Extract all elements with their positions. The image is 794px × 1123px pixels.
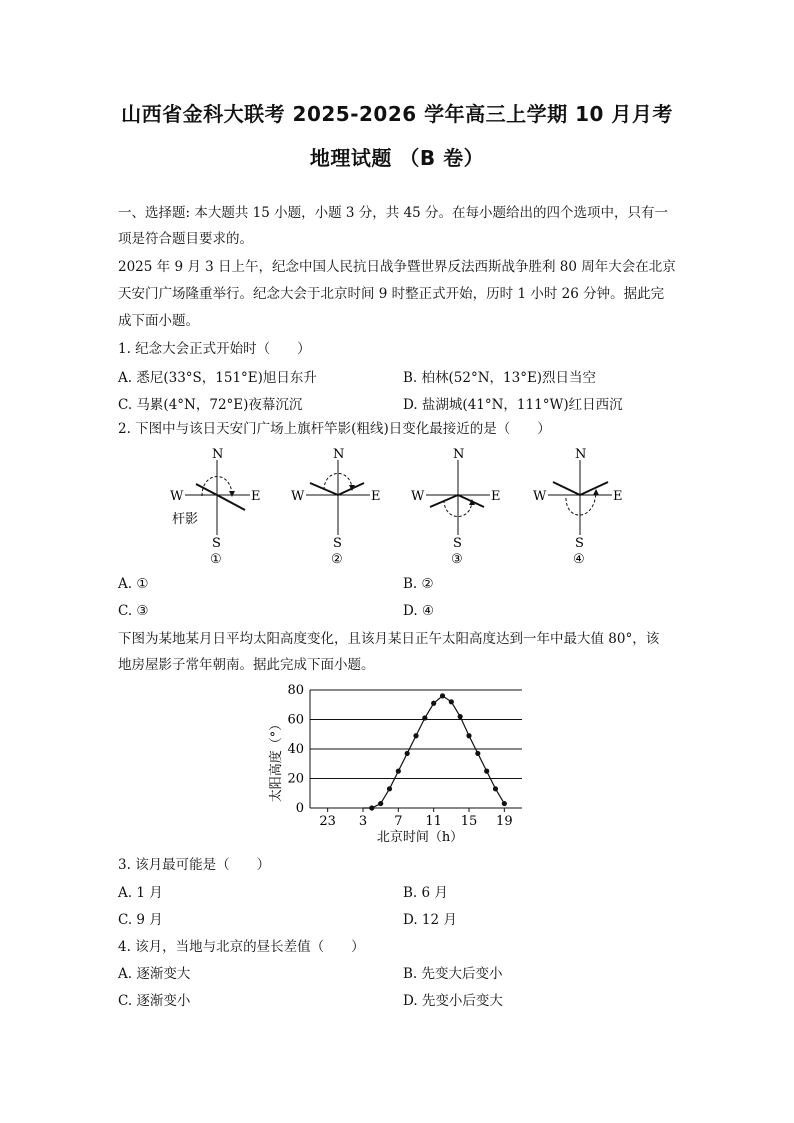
q3-stem: 3. 该月最可能是（ ）	[118, 857, 271, 873]
east-label: E	[491, 489, 501, 504]
y-axis-label: 太阳高度（°）	[269, 717, 284, 803]
q3-option-b[interactable]: B. 6 月	[403, 885, 448, 901]
data-point	[475, 751, 480, 756]
q1-option-b[interactable]: B. 柏林(52°N，13°E)烈日当空	[403, 370, 597, 386]
x-tick-label: 11	[425, 814, 442, 829]
west-label: W	[170, 489, 184, 504]
material1-line-2: 天安门广场隆重举行。纪念大会于北京时间 9 时整正式开始，历时 1 小时 26 分钟。据此完	[118, 286, 665, 302]
section-intro-line-2: 项是符合题目要求的。	[118, 231, 253, 247]
figure-label: ④	[573, 552, 585, 567]
material2-line-1: 下图为某地某月日平均太阳高度变化，且该月某日正午太阳高度达到一年中最大值 80°，该	[118, 631, 660, 647]
compass-figure-2	[291, 447, 381, 567]
material1-line-1: 2025 年 9 月 3 日上午，纪念中国人民抗日战争暨世界反法西斯战争胜利 80 周年大会在北京	[118, 259, 676, 275]
material1-line-3: 成下面小题。	[118, 313, 199, 329]
figure-label: ③	[451, 552, 463, 567]
north-label: N	[453, 447, 465, 462]
x-tick-label: 19	[496, 814, 513, 829]
south-label: S	[212, 536, 221, 551]
data-point	[378, 801, 383, 806]
material2-line-2: 地房屋影子常年朝南。据此完成下面小题。	[118, 657, 375, 673]
q4-stem: 4. 该月，当地与北京的昼长差值（ ）	[118, 939, 365, 955]
q1-stem: 1. 纪念大会正式开始时（ ）	[118, 341, 311, 357]
data-point	[458, 714, 463, 719]
q4-option-d[interactable]: D. 先变小后变大	[403, 993, 503, 1009]
data-point	[369, 805, 374, 810]
north-label: N	[575, 447, 587, 462]
data-point	[466, 733, 471, 738]
compass-figure-3	[411, 447, 501, 567]
data-point	[422, 715, 427, 720]
y-tick-label: 80	[287, 683, 304, 698]
data-point	[387, 786, 392, 791]
compass-figure-1	[170, 447, 261, 567]
west-label: W	[411, 489, 425, 504]
q1-option-c[interactable]: C. 马累(4°N，72°E)夜幕沉沉	[118, 397, 303, 413]
compass-figure-4	[533, 447, 623, 567]
x-tick-label: 3	[358, 814, 368, 829]
figure-label: ①	[210, 552, 222, 567]
figure-label: ②	[331, 552, 343, 567]
q2-option-d[interactable]: D. ④	[403, 603, 435, 619]
data-point	[413, 733, 418, 738]
q2-option-c[interactable]: C. ③	[118, 603, 149, 619]
data-point	[405, 751, 410, 756]
y-tick-label: 60	[287, 712, 304, 728]
data-point	[449, 699, 454, 704]
data-point	[431, 701, 436, 706]
south-label: S	[333, 536, 342, 551]
y-tick-label: 20	[287, 771, 304, 787]
east-label: E	[371, 489, 381, 504]
data-point	[484, 769, 489, 774]
solar-altitude-chart	[260, 680, 540, 850]
data-point	[502, 801, 507, 806]
x-tick-label: 23	[319, 814, 336, 829]
shadow-compass-figures	[160, 440, 680, 570]
x-axis-label: 北京时间（h）	[376, 830, 464, 845]
west-label: W	[291, 489, 305, 504]
q1-option-d[interactable]: D. 盐湖城(41°N，111°W)红日西沉	[403, 397, 623, 413]
east-label: E	[251, 489, 261, 504]
q4-option-b[interactable]: B. 先变大后变小	[403, 966, 503, 982]
page-subtitle: 地理试题 （B 卷）	[309, 146, 485, 170]
section-intro-line-1: 一、选择题: 本大题共 15 小题，小题 3 分，共 45 分。在每小题给出的四个选项中，只有一	[118, 205, 669, 221]
q3-option-c[interactable]: C. 9 月	[118, 912, 163, 928]
shadow-label: 杆影	[172, 512, 199, 527]
q3-option-a[interactable]: A. 1 月	[118, 885, 163, 901]
west-label: W	[533, 489, 547, 504]
south-label: S	[453, 536, 462, 551]
data-point	[440, 693, 445, 698]
q2-option-b[interactable]: B. ②	[403, 576, 434, 592]
q4-option-c[interactable]: C. 逐渐变小	[118, 993, 191, 1009]
q2-option-a[interactable]: A. ①	[118, 576, 149, 592]
q4-option-a[interactable]: A. 逐渐变大	[118, 966, 191, 982]
east-label: E	[613, 489, 623, 504]
q2-stem: 2. 下图中与该日天安门广场上旗杆竿影(粗线)日变化最接近的是（ ）	[118, 421, 551, 437]
south-label: S	[575, 536, 584, 551]
x-tick-label: 7	[394, 814, 403, 829]
data-point	[396, 769, 401, 774]
series-line	[363, 696, 504, 808]
x-tick-label: 15	[460, 814, 478, 829]
q3-option-d[interactable]: D. 12 月	[403, 912, 457, 928]
page-title: 山西省金科大联考 2025-2026 学年高三上学期 10 月月考	[121, 102, 673, 126]
north-label: N	[212, 447, 224, 462]
y-tick-label: 40	[287, 742, 304, 757]
data-point	[493, 786, 498, 791]
north-label: N	[333, 447, 345, 462]
q1-option-a[interactable]: A. 悉尼(33°S，151°E)旭日东升	[118, 370, 317, 386]
y-tick-label: 0	[295, 801, 304, 816]
